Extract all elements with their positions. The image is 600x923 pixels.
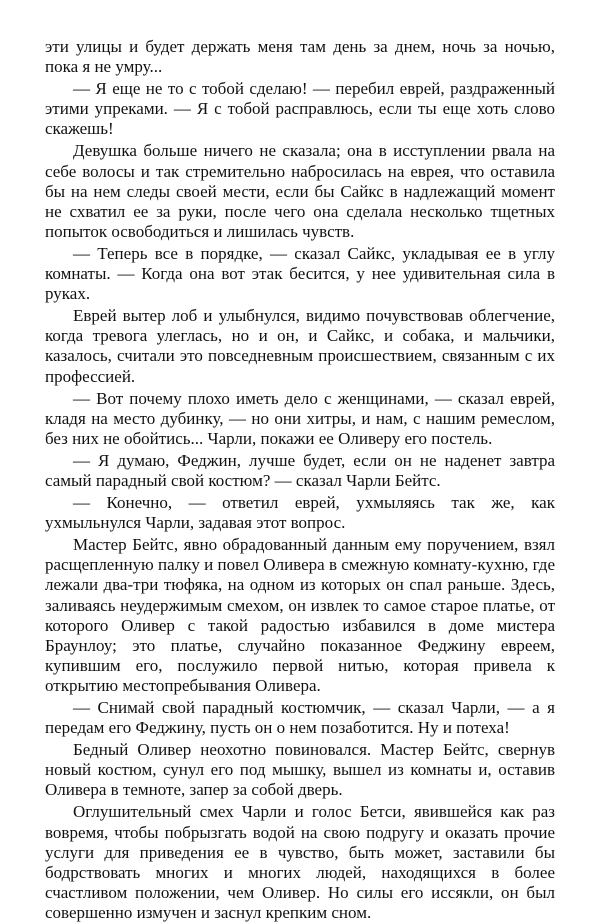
paragraph-1: эти улицы и будет держать меня там день за днем, ночь за ночью, пока я не умру...: [45, 37, 555, 77]
paragraph-12: Оглушительный смех Чарли и голос Бетси, явившейся как раз вовремя, чтобы побрызгать водой на свою подругу и оказать прочие услуги для приведения ее в чувство, быть может, заставили бы бодрствовать многих и многих людей, находящихся в более счастливом положении, чем Оливер. Но силы его иссякли, он был совершенно измучен и заснул крепким сном.: [45, 802, 555, 922]
paragraph-8: — Конечно, — ответил еврей, ухмыляясь так же, как ухмыльнулся Чарли, задавая этот вопрос.: [45, 493, 555, 533]
paragraph-6: — Вот почему плохо иметь дело с женщинами, — сказал еврей, кладя на место дубинку, — но они хитры, и нам, с нашим ремеслом, без них не обойтись... Чарли, покажи ее Оливеру его постель.: [45, 388, 555, 448]
paragraph-5: Еврей вытер лоб и улыбнулся, видимо почувствовав облегчение, когда тревога улеглась, но и он, и Сайкс, и собака, и мальчики, казалось, считали это повседневным происшествием, связанным с их профессией.: [45, 306, 555, 386]
paragraph-9: Мастер Бейтс, явно обрадованный данным ему поручением, взял расщепленную палку и повел Оливера в смежную комнату-кухню, где лежали два-три тюфяка, на одном из которых он спал раньше. Здесь, заливаясь неудержимым смехом, он извлек то самое старое платье, от которого Оливер с такой радостью избавился в доме мистера Браунлоу; это платье, случайно показанное Феджину евреем, купившим его, послужило первой нитью, которая привела к открытию местопребывания Оливера.: [45, 535, 555, 695]
paragraph-11: Бедный Оливер неохотно повиновался. Мастер Бейтс, свернув новый костюм, сунул его под мышку, вышел из комнаты и, оставив Оливера в темноте, запер за собой дверь.: [45, 740, 555, 800]
paragraph-10: — Снимай свой парадный костюмчик, — сказал Чарли, — а я передам его Феджину, пусть он о нем позаботится. Ну и потеха!: [45, 698, 555, 738]
paragraph-2: — Я еще не то с тобой сделаю! — перебил еврей, раздраженный этими упреками. — Я с тобой расправлюсь, если ты еще хоть слово скажешь!: [45, 79, 555, 139]
page-text: [45, 37, 555, 923]
paragraph-4: — Теперь все в порядке, — сказал Сайкс, укладывая ее в углу комнаты. — Когда она вот этак бесится, у нее удивительная сила в руках.: [45, 243, 555, 304]
paragraph-3: Девушка больше ничего не сказала; она в исступлении рвала на себе волосы и так стремительно набросилась на еврея, что оставила бы на нем следы своей мести, если бы Сайкс в надлежащий момент не схватил ее за руки, после чего она сделала несколько тщетных попыток освободиться и лишилась чувств.: [45, 141, 555, 241]
paragraph-7: — Я думаю, Феджин, лучше будет, если он не наденет завтра самый парадный свой костюм? — сказал Чарли Бейтс.: [45, 450, 555, 490]
